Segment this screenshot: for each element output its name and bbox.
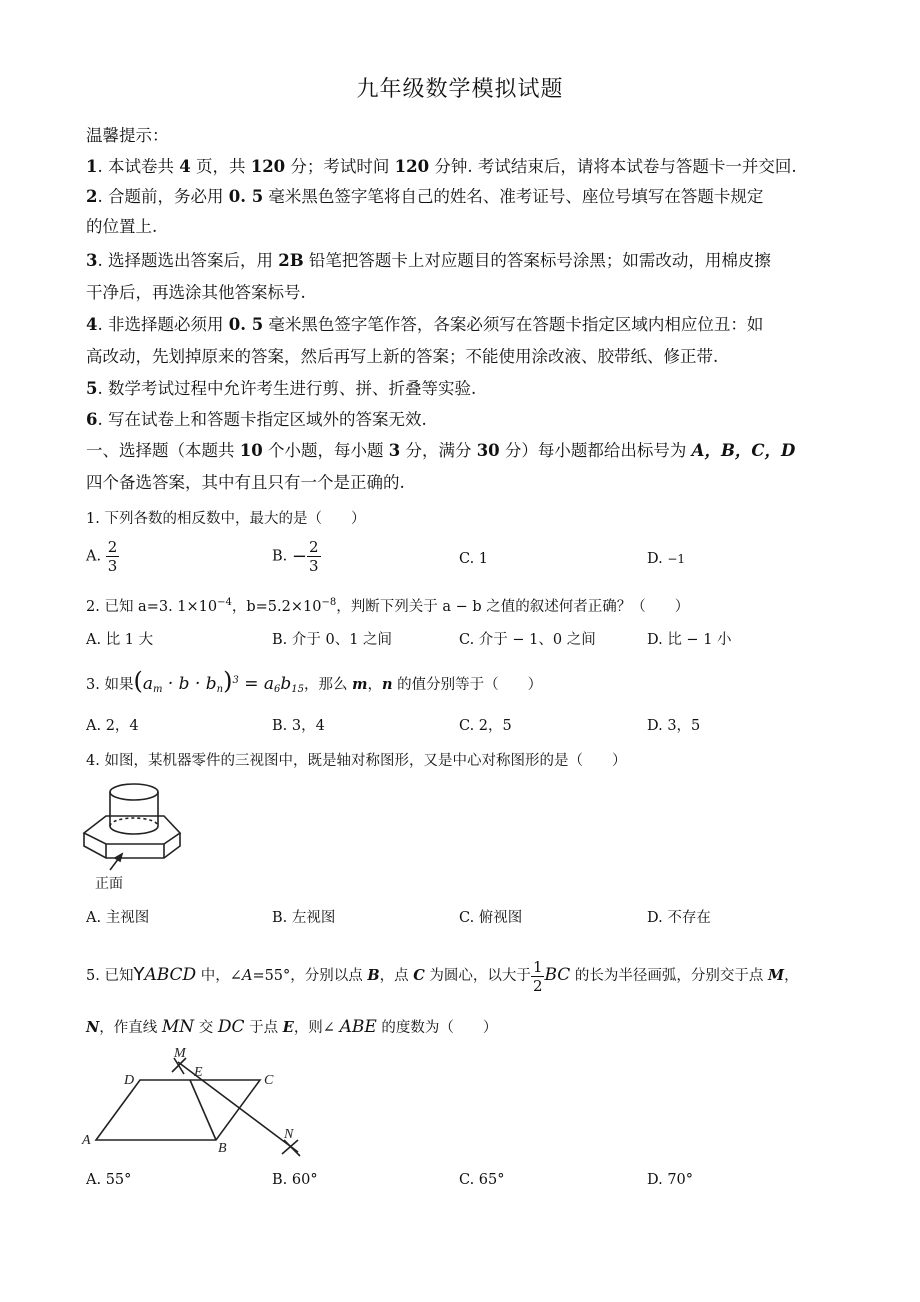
- stem-text: =55°，分别以点: [252, 968, 368, 984]
- minus-sign: −: [291, 546, 307, 567]
- tip-number: 1: [86, 157, 98, 176]
- tip-text: . 写在试卷上和答题卡指定区域外的答案无效.: [97, 410, 427, 429]
- section-letters: A，B，C，D: [691, 441, 796, 460]
- section-text: 一、选择题（本题共: [86, 441, 240, 460]
- question-4-stem: 4. 如图，某机器零件的三视图中，既是轴对称图形，又是中心对称图形的是（ ）: [86, 753, 627, 769]
- fig-label-b: B: [218, 1141, 227, 1156]
- tip-2-cont: 的位置上.: [86, 217, 158, 236]
- tip-4-cont: 高改动，先划掉原来的答案，然后再写上新的答案；不能使用涂改液、胶带纸、修正带.: [86, 347, 719, 366]
- stem-text: ，判断下列关于 a − b 之值的叙述何者正确？（ ）: [336, 599, 690, 615]
- option-label: B.: [272, 548, 288, 565]
- expr-part: · b · b: [162, 674, 217, 694]
- denominator: 3: [107, 557, 118, 575]
- page-title: 九年级数学模拟试题: [356, 77, 564, 102]
- stem-text: ，: [367, 677, 382, 693]
- stem-text: 的长为半径画弧，分别交于点: [570, 968, 769, 984]
- tip-4: [86, 314, 763, 336]
- var-bc: BC: [544, 965, 571, 985]
- parallelogram-symbol: Y: [133, 964, 145, 985]
- tip-bold: 4: [179, 157, 191, 176]
- stem-text: ，点: [379, 968, 414, 984]
- q2-option-a: A. 比 1 大: [86, 632, 154, 648]
- tip-bold: 120: [250, 157, 286, 176]
- numerator: 2: [308, 538, 319, 556]
- q5-option-c: C. 65°: [459, 1172, 505, 1188]
- var-n: n: [381, 676, 393, 693]
- q4-option-b: B. 左视图: [272, 910, 336, 926]
- stem-text: 中，∠: [196, 968, 242, 984]
- q1-option-d: [647, 551, 685, 567]
- var-a: A: [241, 968, 253, 984]
- stem-text: ，作直线: [99, 1020, 162, 1036]
- tip-number: 4: [86, 315, 98, 334]
- section-heading-cont: 四个备选答案，其中有且只有一个是正确的.: [86, 473, 405, 492]
- q4-option-a: A. 主视图: [86, 910, 150, 926]
- var-n: N: [86, 1019, 100, 1036]
- tip-3-cont: 干净后，再选涂其他答案标号.: [86, 283, 306, 302]
- fig-label-d: D: [124, 1073, 135, 1088]
- q1-option-a: [86, 538, 119, 575]
- stem-text: 5. 已知: [86, 968, 134, 984]
- section-text: 分）每小题都给出标号为: [499, 441, 692, 460]
- exponent: 3: [232, 675, 239, 686]
- expr-part: = a: [238, 674, 275, 694]
- option-label: D.: [647, 551, 663, 567]
- stem-text: 于点: [244, 1020, 283, 1036]
- fraction-half: [531, 958, 545, 995]
- stem-text: 3. 如果: [86, 677, 134, 693]
- var-m: m: [352, 676, 368, 693]
- q2-option-d: D. 比 − 1 小: [647, 632, 732, 648]
- figure-label: 正面: [95, 876, 123, 892]
- tip-2: [86, 186, 763, 208]
- fraction: [106, 538, 120, 575]
- section-bold: 10: [239, 441, 263, 460]
- denominator: 3: [308, 557, 319, 575]
- tip-text: . 本试卷共: [97, 157, 180, 176]
- q1-option-c: C. 1: [459, 551, 489, 567]
- q4-option-c: C. 俯视图: [459, 910, 523, 926]
- q2-option-c: C. 介于 − 1、0 之间: [459, 632, 596, 648]
- subscript: m: [152, 684, 163, 695]
- section-heading: [86, 440, 795, 462]
- expr-part: a: [142, 674, 153, 694]
- tip-1: [86, 156, 797, 178]
- numerator: 1: [532, 957, 543, 976]
- tip-text: . 合题前，务必用: [97, 187, 229, 206]
- tip-bold: 120: [394, 157, 430, 176]
- tip-6: [86, 409, 427, 431]
- expression: $(a_m \cdot b \cdot b_n)^3 = a_6b_{15}$: [133, 667, 305, 695]
- exponent: −4: [217, 597, 232, 608]
- tip-text: 铅笔把答题卡上对应题目的答案标号涂黑；如需改动，用棉皮擦: [303, 251, 771, 270]
- fig-label-n: N: [284, 1127, 294, 1142]
- numerator: 2: [107, 538, 118, 556]
- fig-label-a: A: [82, 1133, 91, 1148]
- q5-option-d: D. 70°: [647, 1172, 694, 1188]
- tip-text: . 数学考试过程中允许考生进行剪、拼、折叠等实验.: [97, 379, 477, 398]
- section-text: 个小题，每小题: [262, 441, 389, 460]
- fig-label-e: E: [194, 1065, 203, 1080]
- var-abcd: ABCD: [144, 965, 197, 985]
- q3-option-d: D. 3，5: [647, 718, 701, 734]
- subscript: n: [216, 684, 224, 695]
- subscript: 15: [291, 684, 305, 695]
- tip-text: . 非选择题必须用: [97, 315, 229, 334]
- tip-5: [86, 378, 476, 400]
- question-2-stem: [86, 592, 689, 618]
- var-dc: DC: [217, 1017, 245, 1037]
- section-text: 分，满分: [400, 441, 477, 460]
- var-m: M: [768, 967, 785, 984]
- expr-part: b: [280, 674, 292, 694]
- q2-option-b: B. 介于 0、1 之间: [272, 632, 393, 648]
- var-abe: ABE: [339, 1017, 377, 1037]
- question-5-stem-cont: [86, 1016, 497, 1039]
- stem-text: 为圆心，以大于: [424, 968, 531, 984]
- section-bold: 3: [388, 441, 401, 460]
- question-3-stem: [86, 667, 543, 701]
- option-label: A.: [86, 548, 102, 565]
- stem-text: ，b=5.2×10: [231, 599, 322, 615]
- var-e: E: [282, 1019, 294, 1036]
- tip-number: 3: [86, 251, 98, 270]
- q5-option-b: B. 60°: [272, 1172, 318, 1188]
- stem-text: 交: [194, 1020, 218, 1036]
- q1-option-b: [272, 538, 321, 575]
- fraction: [307, 538, 321, 575]
- q3-option-a: A. 2，4: [86, 718, 139, 734]
- tip-text: . 选择题选出答案后，用: [97, 251, 279, 270]
- tip-text: 分钟. 考试结束后，请将本试卷与答题卡一并交回.: [429, 157, 797, 176]
- stem-text: 2. 已知 a=3. 1×10: [86, 599, 218, 615]
- parallelogram-figure: [80, 1044, 320, 1168]
- exponent: −8: [321, 597, 337, 608]
- tip-text: 分；考试时间: [285, 157, 395, 176]
- question-1-stem: 1. 下列各数的相反数中，最大的是（ ）: [86, 511, 366, 527]
- tip-text: 毫米黑色签字笔将自己的姓名、准考证号、座位号填写在答题卡规定: [263, 187, 764, 206]
- var-c: C: [413, 967, 425, 984]
- var-mn: MN: [161, 1017, 195, 1037]
- fig-label-c: C: [264, 1073, 274, 1088]
- tip-text: 页，共: [190, 157, 251, 176]
- tips-heading: 温馨提示：: [86, 126, 169, 145]
- q3-option-b: B. 3，4: [272, 718, 325, 734]
- option-value: −1: [667, 552, 686, 566]
- section-bold: 30: [476, 441, 500, 460]
- tip-number: 6: [86, 410, 98, 429]
- q3-option-c: C. 2，5: [459, 718, 512, 734]
- q5-option-a: A. 55°: [86, 1172, 132, 1188]
- subscript: 6: [274, 684, 281, 695]
- stem-text: ，: [784, 968, 799, 984]
- question-5-stem: [86, 955, 799, 996]
- denominator: 2: [532, 976, 543, 995]
- stem-text: ，那么: [304, 677, 353, 693]
- tip-bold: 2B: [278, 251, 304, 270]
- q4-option-d: D. 不存在: [647, 910, 711, 926]
- stem-text: 的度数为（ ）: [376, 1020, 498, 1036]
- stem-text: ，则∠: [293, 1020, 340, 1036]
- stem-text: 的值分别等于（ ）: [392, 677, 543, 693]
- fig-label-m: M: [174, 1046, 186, 1061]
- tip-bold: 0. 5: [228, 315, 264, 334]
- tip-number: 2: [86, 187, 98, 206]
- var-b: B: [367, 967, 380, 984]
- tip-3: [86, 250, 771, 272]
- tip-number: 5: [86, 379, 98, 398]
- tip-bold: 0. 5: [228, 187, 264, 206]
- tip-text: 毫米黑色签字笔作答，各案必须写在答题卡指定区域内相应位丑：如: [263, 315, 764, 334]
